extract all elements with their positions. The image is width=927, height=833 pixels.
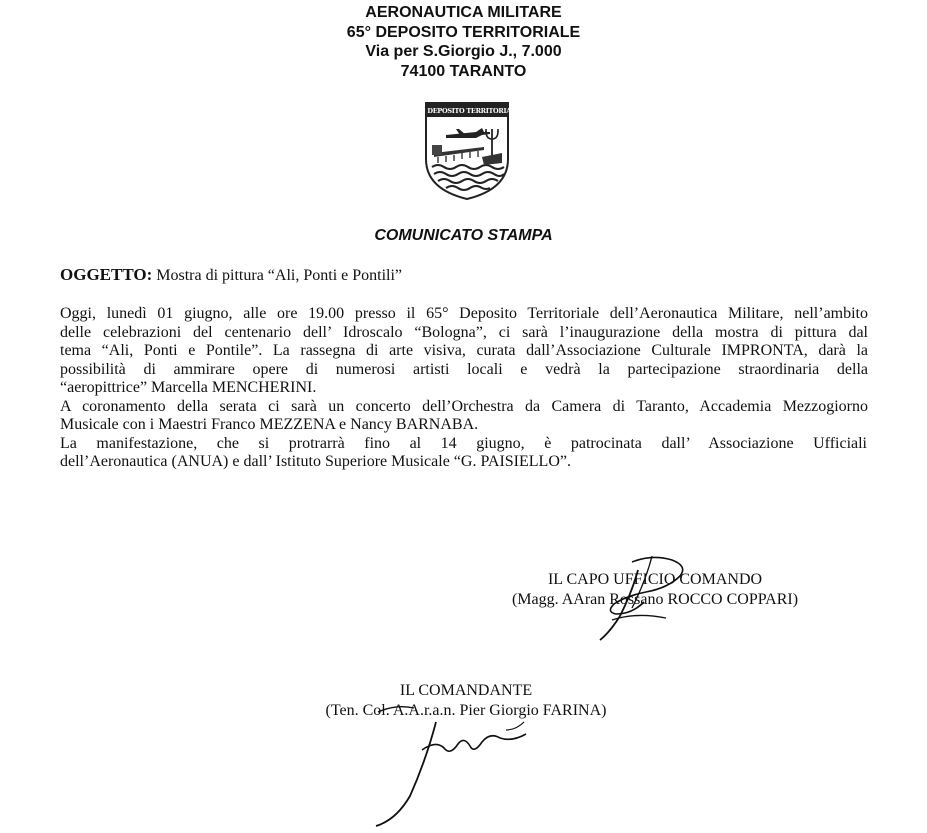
body-line: La manifestazione, che si protrarrà fino al 14 giugno, è patrocinata dall’ Associazione Ufficiali	[60, 434, 867, 452]
signatory-role: IL CAPO UFFICIO COMANDO	[547, 571, 763, 588]
signature-block-office-head	[490, 570, 820, 610]
body-line: tema “Ali, Ponti e Pontile”. La rassegna di arte visiva, curata dall’Associazione Culturale IMPRONTA, darà la	[60, 342, 868, 359]
letterhead-line-2: 65° DEPOSITO TERRITORIALE	[346, 23, 581, 41]
unit-emblem-icon	[414, 101, 520, 201]
signatory-name: (Ten. Col. A.A.r.a.n. Pier Giorgio FARINA)	[325, 702, 607, 719]
letterhead-line-3: Via per S.Giorgio J., 7.000	[365, 43, 562, 60]
press-release-body	[60, 305, 868, 472]
subject-text: Mostra di pittura “Ali, Ponti e Pontili”	[156, 267, 403, 284]
subject-label: OGGETTO:	[60, 265, 153, 284]
body-line: dell’Aeronautica (ANUA) e dall’ Istituto Superiore Musicale “G. PAISIELLO”.	[60, 453, 571, 470]
body-line: A coronamento della serata ci sarà un concerto dell’Orchestra da Camera di Taranto, Accademia Mezzogiorno	[60, 397, 868, 415]
signature-block-commander	[296, 681, 636, 721]
letterhead	[0, 3, 927, 81]
svg-text:65° DEPOSITO TERRITORIALE: 65° DEPOSITO TERRITORIALE	[414, 107, 520, 115]
letterhead-line-1: AERONAUTICA MILITARE	[365, 4, 562, 21]
body-line: Musicale con i Maestri Franco MEZZENA e Nancy BARNABA.	[60, 416, 479, 433]
signatory-role: IL COMANDANTE	[399, 682, 533, 699]
signatory-name: (Magg. AAran Rossano ROCCO COPPARI)	[511, 591, 799, 608]
letterhead-line-4: 74100 TARANTO	[400, 62, 527, 80]
body-line: “aeropittrice” Marcella MENCHERINI.	[60, 379, 317, 396]
body-line: Oggi, lunedì 01 giugno, alle ore 19.00 presso il 65° Deposito Territoriale dell’Aeronautica Militare, nell’ambito	[60, 305, 868, 322]
subject-line	[60, 265, 402, 285]
document-title: COMUNICATO STAMPA	[374, 227, 553, 244]
body-line: possibilità di ammirare opere di numerosi artisti locali e vedrà la partecipazione straordinaria della	[60, 360, 868, 378]
body-line: delle celebrazioni del centenario dell’ Idroscalo “Bologna”, ci sarà l’inaugurazione della mostra di pittura dal	[60, 323, 868, 341]
